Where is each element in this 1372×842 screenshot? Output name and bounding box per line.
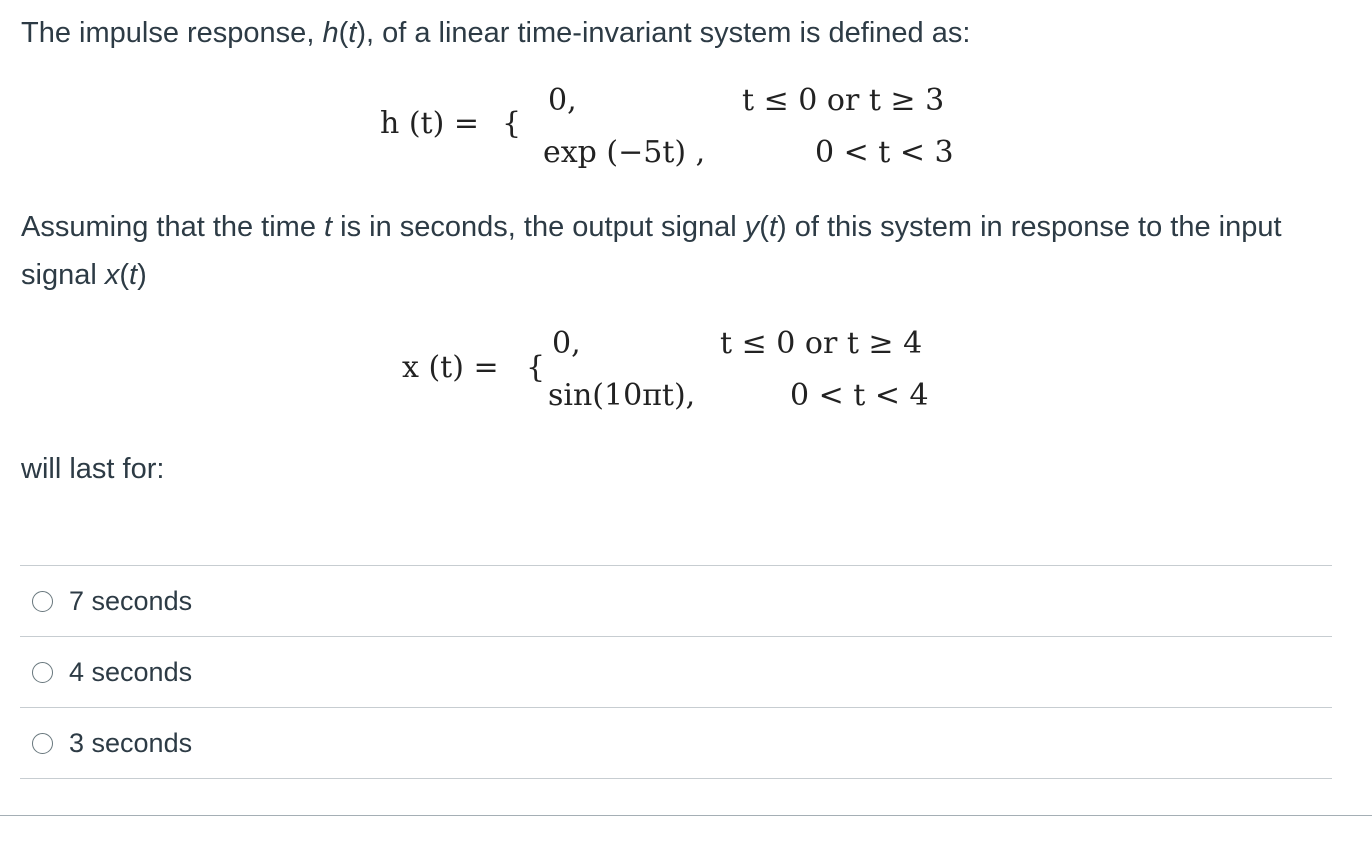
middle-x-open: ( — [119, 259, 129, 291]
middle-var: t — [324, 211, 333, 243]
x-equation-brace: { — [526, 350, 546, 385]
middle-text-1: Assuming that the time — [21, 211, 325, 243]
middle-text-2: is in seconds, the output signal — [332, 211, 745, 243]
middle-text-3: ) of this system in response to the input signal — [21, 211, 1282, 291]
h-equation — [0, 80, 1372, 180]
answer-label: 7 seconds — [69, 585, 193, 616]
answer-list — [20, 565, 1332, 779]
x-equation-lhs: x (t) = — [402, 350, 499, 385]
middle-y-fn: y — [744, 211, 760, 243]
h-case1-condition: t ≤ 0 or t ≥ 3 — [742, 83, 945, 118]
question-intro — [21, 9, 970, 57]
radio-button[interactable] — [32, 733, 53, 754]
middle-x-close: ) — [137, 259, 147, 291]
page-divider — [0, 815, 1372, 816]
answer-option[interactable] — [20, 566, 1332, 637]
h-case1-value: 0, — [548, 83, 577, 118]
x-case1-condition: t ≤ 0 or t ≥ 4 — [720, 326, 923, 361]
x-case2-condition: 0 < t < 4 — [790, 378, 929, 413]
middle-y-open: ( — [759, 211, 769, 243]
intro-paren: ( — [338, 17, 349, 49]
radio-button[interactable] — [32, 662, 53, 683]
middle-x-fn: x — [104, 259, 120, 291]
radio-button[interactable] — [32, 591, 53, 612]
h-case2-condition: 0 < t < 3 — [815, 135, 954, 170]
h-equation-brace: { — [502, 106, 522, 141]
x-case1-value: 0, — [552, 326, 581, 361]
answer-label: 4 seconds — [69, 656, 193, 687]
x-case2-value: sin(10πt), — [548, 378, 696, 413]
h-equation-lhs: h (t) = — [380, 106, 479, 141]
answer-option[interactable] — [20, 637, 1332, 708]
middle-y-var: t — [768, 211, 778, 243]
intro-text: The impulse response, — [21, 17, 323, 49]
x-equation — [0, 322, 1372, 422]
intro-text-end: ), of a linear time-invariant system is defined as: — [356, 17, 971, 49]
intro-var: t — [348, 17, 357, 49]
question-tail: will last for: — [21, 453, 165, 485]
answer-option[interactable] — [20, 708, 1332, 779]
h-case2-value: exp (−5t) , — [543, 135, 706, 170]
answer-label: 3 seconds — [69, 727, 193, 758]
intro-fn: h — [322, 17, 339, 49]
question-middle — [21, 203, 1341, 299]
middle-x-var: t — [129, 259, 138, 291]
